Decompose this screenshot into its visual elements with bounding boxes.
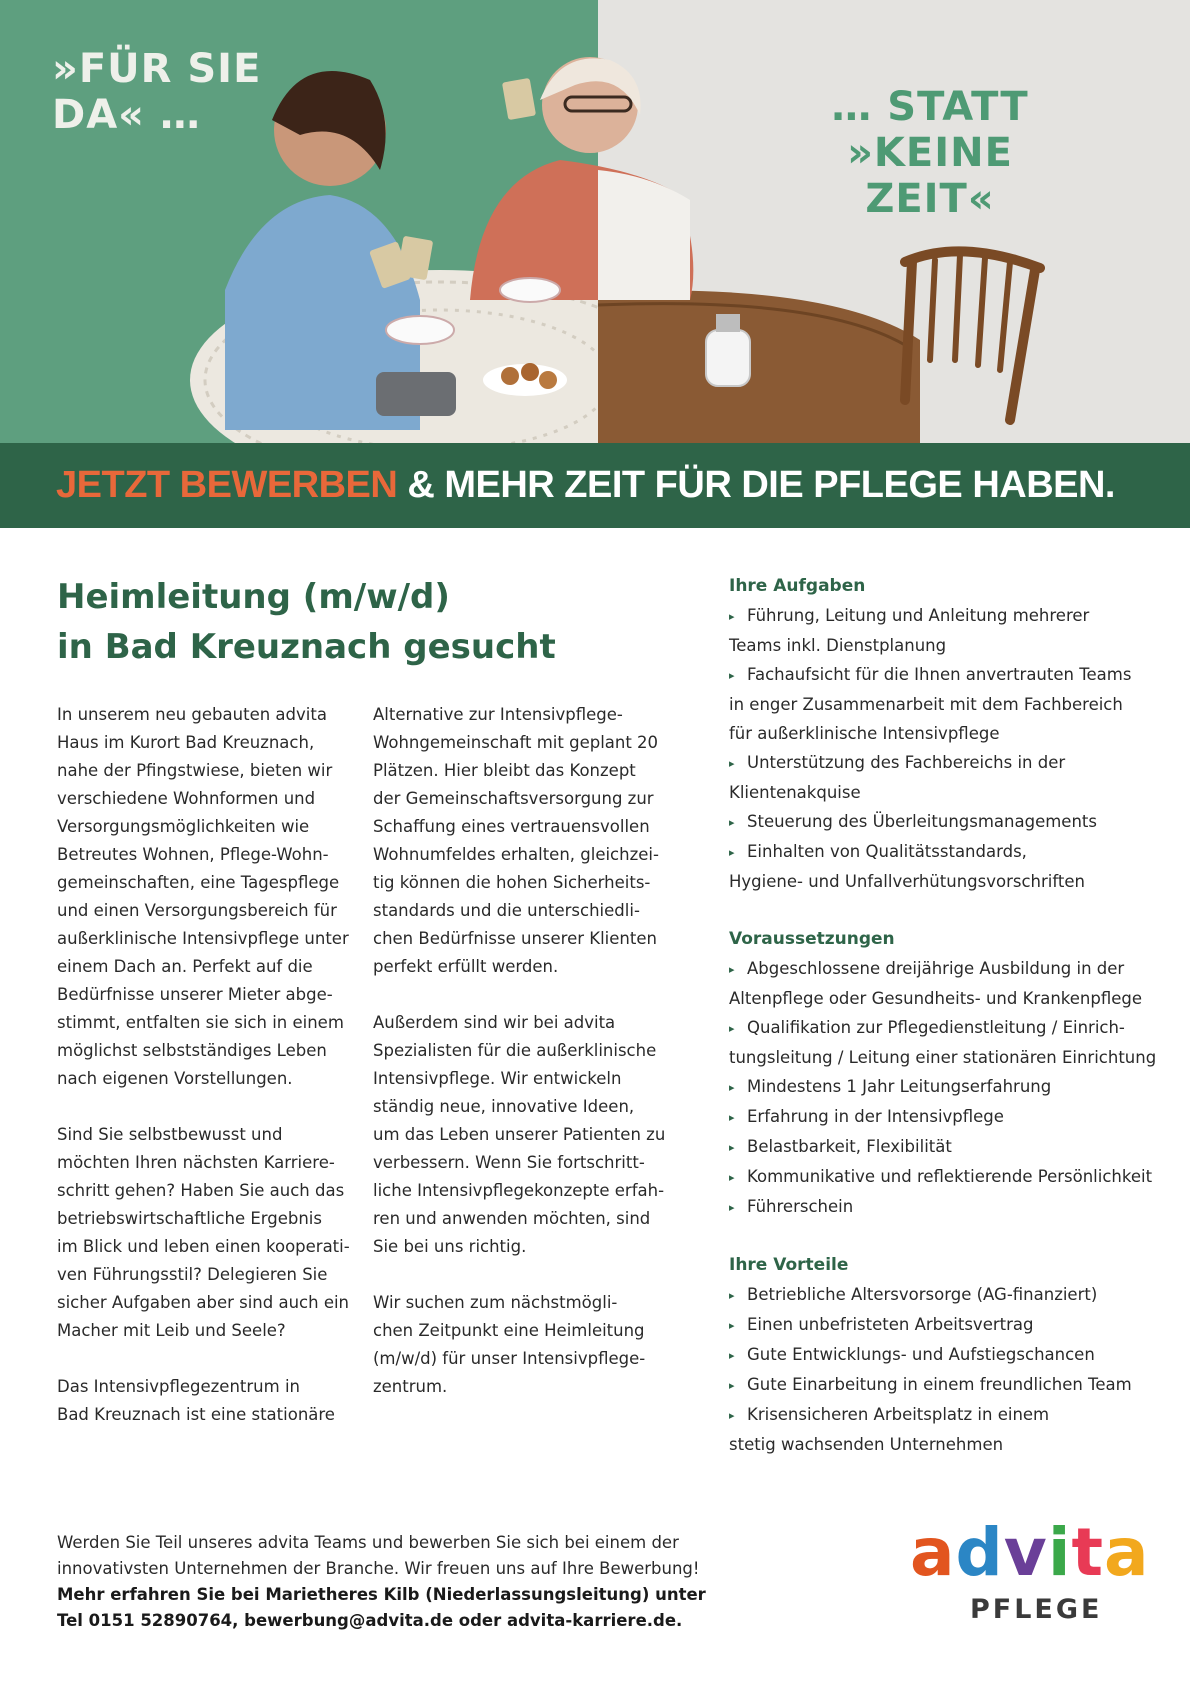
requirements-list: [729, 954, 1169, 1222]
list-item: [729, 1280, 1169, 1310]
text-line: Wohngemeinschaft mit geplant 20: [373, 733, 659, 752]
logo-letter: d: [955, 1514, 1004, 1591]
text-line: möchten Ihren nächsten Karriere-: [57, 1153, 335, 1172]
list-item-text: stetig wachsenden Unternehmen: [729, 1435, 1004, 1454]
text-line: Macher mit Leib und Seele?: [57, 1321, 286, 1340]
list-item-text: Gute Entwicklungs- und Aufstiegschancen: [747, 1345, 1095, 1364]
bullet-triangle-icon: ▸: [729, 757, 735, 770]
list-item-text: für außerklinische Intensivpflege: [729, 724, 1000, 743]
text-line: Intensivpflege. Wir entwickeln: [373, 1069, 622, 1088]
requirements-heading: Voraussetzungen: [729, 929, 895, 949]
list-item: [729, 954, 1169, 984]
text-line: gemeinschaften, eine Tagespflege: [57, 873, 340, 892]
concept-paragraph: [373, 701, 673, 981]
text-line: stimmt, entfalten sie sich in einem: [57, 1013, 344, 1032]
text-line: Außerdem sind wir bei advita: [373, 1013, 616, 1032]
search-paragraph: [373, 1289, 673, 1401]
list-item-text: Klientenakquise: [729, 783, 861, 802]
text-line: zentrum.: [373, 1377, 448, 1396]
list-item: [729, 867, 1169, 896]
text-line: (m/w/d) für unser Intensivpflege-: [373, 1349, 646, 1368]
bullet-triangle-icon: ▸: [729, 1289, 735, 1302]
text-line: nahe der Pfingstwiese, bieten wir: [57, 761, 333, 780]
text-line: und einen Versorgungsbereich für: [57, 901, 337, 920]
text-line: chen Zeitpunkt eine Heimleitung: [373, 1321, 645, 1340]
logo-wordmark: [910, 1514, 1150, 1591]
bullet-triangle-icon: ▸: [729, 963, 735, 976]
requirements-section: [729, 925, 1169, 1222]
bullet-triangle-icon: ▸: [729, 1081, 735, 1094]
list-item-text: Einen unbefristeten Arbeitsvertrag: [747, 1315, 1034, 1334]
tasks-heading: Ihre Aufgaben: [729, 576, 866, 596]
banner-rest-text: & MEHR ZEIT FÜR DIE PFLEGE HABEN.: [407, 464, 1115, 506]
advita-logo: [910, 1514, 1150, 1638]
text-line: ven Führungsstil? Delegieren Sie: [57, 1265, 328, 1284]
list-item-text: Krisensicheren Arbeitsplatz in einem: [747, 1405, 1050, 1424]
list-item-text: Altenpflege oder Gesundheits- und Krankenpflege: [729, 989, 1142, 1008]
text-line: im Blick und leben einen kooperati-: [57, 1237, 350, 1256]
bullet-triangle-icon: ▸: [729, 846, 735, 859]
list-item-text: Teams inkl. Dienstplanung: [729, 636, 947, 655]
text-line: Wohnumfeldes erhalten, gleichzei-: [373, 845, 659, 864]
job-title-line: Heimleitung (m/w/d): [57, 577, 450, 617]
job-title: [57, 572, 657, 672]
text-line: Sie bei uns richtig.: [373, 1237, 527, 1256]
center-paragraph: [57, 1373, 347, 1429]
text-line: schritt gehen? Haben Sie auch das: [57, 1181, 345, 1200]
text-line: Plätzen. Hier bleibt das Konzept: [373, 761, 636, 780]
text-line: sicher Aufgaben aber sind auch ein: [57, 1293, 350, 1312]
tasks-list: [729, 601, 1169, 896]
list-item-text: Einhalten von Qualitätsstandards,: [747, 842, 1027, 861]
candidate-paragraph: [57, 1121, 350, 1345]
list-item: [729, 660, 1169, 690]
footer-line: Werden Sie Teil unseres advita Teams und bewerben Sie sich bei einem der: [57, 1533, 679, 1552]
tasks-section: [729, 572, 1169, 896]
list-item: [729, 748, 1169, 778]
list-item: [729, 1043, 1169, 1072]
hero-quote-right: [800, 84, 1060, 222]
footer-contact-line: Tel 0151 52890764, bewerbung@advita.de oder advita-karriere.de.: [57, 1611, 683, 1630]
bullet-triangle-icon: ▸: [729, 816, 735, 829]
text-line: Sind Sie selbstbewusst und: [57, 1125, 283, 1144]
text-line: außerklinische Intensivpflege unter: [57, 929, 349, 948]
list-item: [729, 1132, 1169, 1162]
list-item-text: Führerschein: [747, 1197, 854, 1216]
text-line: Betreutes Wohnen, Pflege-Wohn-: [57, 845, 329, 864]
list-item: [729, 1400, 1169, 1430]
text-line: Spezialisten für die außerklinische: [373, 1041, 657, 1060]
intro-paragraph: [57, 701, 347, 1093]
list-item: [729, 837, 1169, 867]
text-line: Alternative zur Intensivpflege-: [373, 705, 623, 724]
bullet-triangle-icon: ▸: [729, 1201, 735, 1214]
list-item: [729, 631, 1169, 660]
text-line: In unserem neu gebauten advita: [57, 705, 327, 724]
bullet-triangle-icon: ▸: [729, 1349, 735, 1362]
logo-letter: a: [1104, 1514, 1150, 1591]
hero-quote-right-line: … STATT: [831, 84, 1029, 130]
list-item: [729, 1430, 1169, 1459]
bullet-triangle-icon: ▸: [729, 1111, 735, 1124]
text-line: einem Dach an. Perfekt auf die: [57, 957, 313, 976]
list-item-text: in enger Zusammenarbeit mit dem Fachbereich: [729, 695, 1123, 714]
list-item: [729, 1013, 1169, 1043]
text-line: chen Bedürfnisse unserer Klienten: [373, 929, 657, 948]
text-line: verbessern. Wenn Sie fortschritt-: [373, 1153, 645, 1172]
text-line: der Gemeinschaftsversorgung zur: [373, 789, 654, 808]
text-line: ren und anwenden möchten, sind: [373, 1209, 651, 1228]
bullet-triangle-icon: ▸: [729, 1319, 735, 1332]
list-item: [729, 1162, 1169, 1192]
text-line: nach eigenen Vorstellungen.: [57, 1069, 293, 1088]
list-item-text: Kommunikative und reflektierende Persönlichkeit: [747, 1167, 1153, 1186]
specialist-paragraph: [373, 1009, 673, 1261]
text-line: Haus im Kurort Bad Kreuznach,: [57, 733, 315, 752]
sugar-dispenser: [706, 330, 750, 386]
text-line: standards und die unterschiedli-: [373, 901, 640, 920]
logo-letter: a: [910, 1514, 956, 1591]
bullet-triangle-icon: ▸: [729, 1379, 735, 1392]
text-line: Schaffung eines vertrauensvollen: [373, 817, 650, 836]
list-item: [729, 778, 1169, 807]
logo-letter: t: [1071, 1514, 1105, 1591]
wooden-chair: [905, 251, 1040, 420]
list-item: [729, 1310, 1169, 1340]
text-line: betriebswirtschaftliche Ergebnis: [57, 1209, 322, 1228]
logo-subtitle: PFLEGE: [970, 1594, 1103, 1625]
list-item-text: Hygiene- und Unfallverhütungsvorschriften: [729, 872, 1085, 891]
list-item-text: Qualifikation zur Pflegedienstleitung / Einrich-: [747, 1018, 1125, 1037]
bullet-triangle-icon: ▸: [729, 669, 735, 682]
text-line: Versorgungsmöglichkeiten wie: [57, 817, 310, 836]
wooden-table: [598, 291, 920, 443]
list-item: [729, 1370, 1169, 1400]
text-line: um das Leben unserer Patienten zu: [373, 1125, 666, 1144]
bullet-triangle-icon: ▸: [729, 1409, 735, 1422]
body-column-2: [373, 701, 673, 1401]
text-line: Bad Kreuznach ist eine stationäre: [57, 1405, 335, 1424]
text-line: liche Intensivpflegekonzepte erfah-: [373, 1181, 665, 1200]
body-column-1: [57, 701, 350, 1429]
list-item: [729, 719, 1169, 748]
list-item: [729, 1340, 1169, 1370]
bullet-triangle-icon: ▸: [729, 1171, 735, 1184]
list-item: [729, 1072, 1169, 1102]
text-line: verschiedene Wohnformen und: [57, 789, 316, 808]
list-item-text: Belastbarkeit, Flexibilität: [747, 1137, 952, 1156]
list-item-text: Fachaufsicht für die Ihnen anvertrauten Teams: [747, 665, 1132, 684]
footer-line: innovativsten Unternehmen der Branche. Wir freuen uns auf Ihre Bewerbung!: [57, 1559, 700, 1578]
hero-quote-left-line: DA« …: [52, 92, 201, 138]
list-item-text: Betriebliche Altersvorsorge (AG-finanziert): [747, 1285, 1098, 1304]
hero-image: [0, 0, 1190, 443]
logo-letter: v: [1003, 1514, 1048, 1591]
banner-accent-text: JETZT BEWERBEN: [56, 464, 398, 506]
requirements-column: [729, 572, 1169, 1488]
text-line: Wir suchen zum nächstmögli-: [373, 1293, 618, 1312]
benefits-section: [729, 1251, 1169, 1459]
list-item: [729, 807, 1169, 837]
bullet-triangle-icon: ▸: [729, 1022, 735, 1035]
text-line: Bedürfnisse unserer Mieter abge-: [57, 985, 333, 1004]
list-item-text: tungsleitung / Leitung einer stationären Einrichtung: [729, 1048, 1157, 1067]
list-item-text: Abgeschlossene dreijährige Ausbildung in der: [747, 959, 1125, 978]
text-line: Das Intensivpflegezentrum in: [57, 1377, 300, 1396]
list-item-text: Führung, Leitung und Anleitung mehrerer: [747, 606, 1090, 625]
list-item: [729, 1102, 1169, 1132]
footer-contact: [57, 1530, 777, 1634]
hero-quote-left-line: »FÜR SIE: [52, 46, 262, 92]
list-item-text: Steuerung des Überleitungsmanagements: [747, 812, 1097, 831]
list-item-text: Unterstützung des Fachbereichs in der: [747, 753, 1066, 772]
hero-quote-right-line: »KEINE: [847, 130, 1013, 176]
list-item-text: Erfahrung in der Intensivpflege: [747, 1107, 1004, 1126]
list-item: [729, 984, 1169, 1013]
benefits-list: [729, 1280, 1169, 1459]
list-item: [729, 601, 1169, 631]
bullet-triangle-icon: ▸: [729, 610, 735, 623]
text-line: tig können die hohen Sicherheits-: [373, 873, 651, 892]
list-item-text: Gute Einarbeitung in einem freundlichen Team: [747, 1375, 1132, 1394]
hero-quote-right-line: ZEIT«: [865, 176, 995, 222]
list-item: [729, 690, 1169, 719]
footer-contact-line: Mehr erfahren Sie bei Marietheres Kilb (Niederlassungsleitung) unter: [57, 1585, 706, 1604]
list-item-text: Mindestens 1 Jahr Leitungserfahrung: [747, 1077, 1052, 1096]
text-line: perfekt erfüllt werden.: [373, 957, 559, 976]
logo-letter: i: [1047, 1514, 1072, 1591]
bullet-triangle-icon: ▸: [729, 1141, 735, 1154]
list-item: [729, 1192, 1169, 1222]
job-title-line: in Bad Kreuznach gesucht: [57, 627, 556, 667]
text-line: möglichst selbstständiges Leben: [57, 1041, 327, 1060]
text-line: ständig neue, innovative Ideen,: [373, 1097, 635, 1116]
headline-banner: [0, 443, 1190, 528]
benefits-heading: Ihre Vorteile: [729, 1255, 849, 1275]
hero-quote-left: [52, 46, 261, 138]
